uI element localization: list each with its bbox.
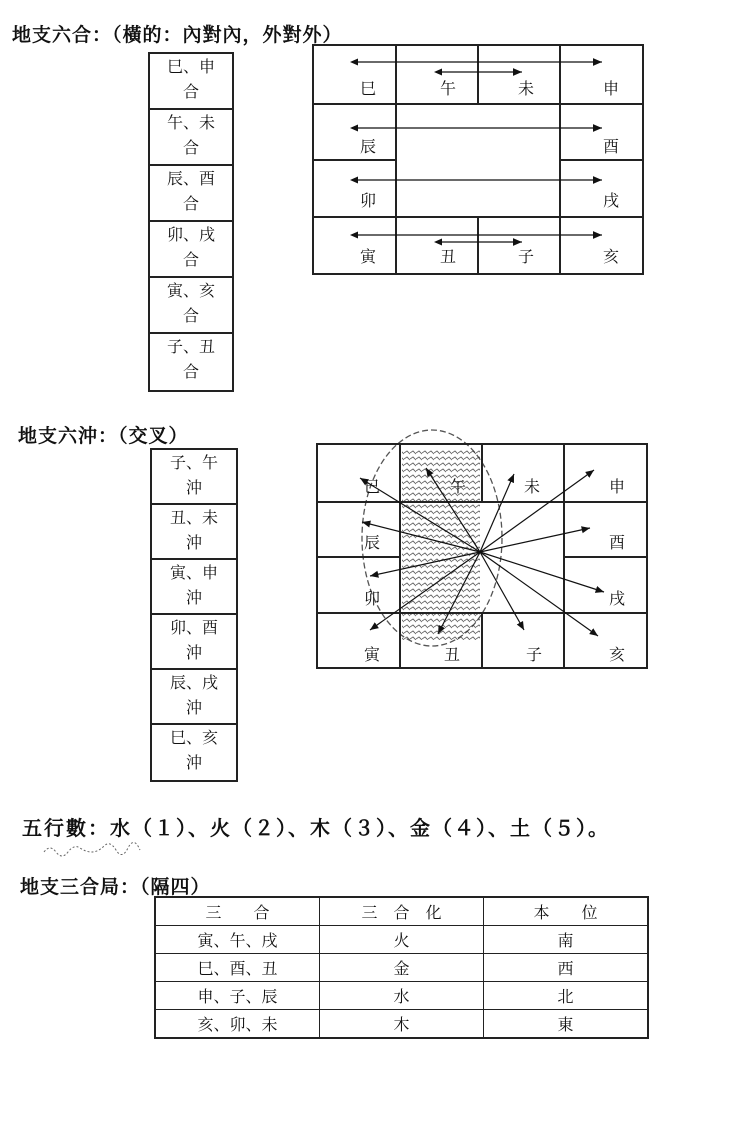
branch-label: 午 — [440, 79, 457, 98]
column-header: 本 位 — [483, 897, 648, 926]
column-header: 三 合 化 — [320, 897, 484, 926]
list-item: 子、午 沖 — [152, 450, 236, 505]
table-cell: 南 — [483, 926, 648, 954]
branch-label: 丑 — [440, 247, 457, 266]
table-cell: 亥、卯、未 — [155, 1010, 320, 1039]
branch-label: 辰 — [360, 137, 377, 156]
table-cell: 北 — [483, 982, 648, 1010]
list-item: 丑、未 沖 — [152, 505, 236, 560]
branch-label: 酉 — [609, 533, 626, 552]
list-item: 辰、酉 合 — [150, 166, 232, 222]
table-header-row — [155, 897, 648, 926]
section2-title: 地支六沖：（交叉） — [18, 425, 189, 447]
branch-label: 寅 — [360, 247, 377, 266]
list-item: 午、未 合 — [150, 110, 232, 166]
branch-label: 申 — [609, 477, 626, 496]
branch-label: 亥 — [609, 645, 626, 664]
table-cell: 巳、酉、丑 — [155, 954, 320, 982]
table-row — [155, 982, 648, 1010]
branch-label: 戌 — [603, 191, 620, 210]
list-item: 辰、戌 沖 — [152, 670, 236, 725]
branch-label: 丑 — [444, 645, 461, 664]
branch-label: 未 — [524, 477, 541, 496]
list-item: 卯、酉 沖 — [152, 615, 236, 670]
branch-label: 卯 — [360, 191, 377, 210]
branch-label: 巳 — [364, 477, 381, 496]
table-cell: 西 — [483, 954, 648, 982]
branch-label: 子 — [526, 645, 543, 664]
branch-label: 寅 — [364, 645, 381, 664]
section3-title: 地支三合局：（隔四） — [20, 876, 211, 898]
table-cell: 申、子、辰 — [155, 982, 320, 1010]
branch-label: 申 — [603, 79, 620, 98]
liuchong-list — [150, 448, 238, 782]
branch-label: 亥 — [603, 247, 620, 266]
branch-label: 子 — [518, 247, 535, 266]
table-cell: 金 — [320, 954, 484, 982]
branch-label: 戌 — [609, 589, 626, 608]
table-cell: 木 — [320, 1010, 484, 1039]
table-cell: 寅、午、戌 — [155, 926, 320, 954]
sanhe-table — [154, 896, 649, 1039]
liuchong-grid — [314, 420, 650, 672]
branch-label: 辰 — [364, 533, 381, 552]
liuhe-grid — [310, 42, 646, 278]
section1-title: 地支六合：（橫的：內對內，外對外） — [12, 24, 343, 46]
table-cell: 東 — [483, 1010, 648, 1039]
scribble-mark — [40, 838, 160, 860]
list-item: 寅、亥 合 — [150, 278, 232, 334]
table-cell: 水 — [320, 982, 484, 1010]
branch-label: 巳 — [360, 79, 377, 98]
branch-label: 卯 — [364, 589, 381, 608]
list-item: 卯、戌 合 — [150, 222, 232, 278]
table-row — [155, 1010, 648, 1039]
branch-label: 午 — [450, 477, 467, 496]
liuhe-list — [148, 52, 234, 392]
column-header: 三 合 — [155, 897, 320, 926]
branch-label: 酉 — [603, 137, 620, 156]
list-item: 寅、申 沖 — [152, 560, 236, 615]
table-cell: 火 — [320, 926, 484, 954]
list-item: 巳、亥 沖 — [169, 728, 218, 772]
branch-label: 未 — [518, 79, 535, 98]
list-item: 子、丑 合 — [166, 337, 215, 381]
table-row — [155, 954, 648, 982]
list-item: 巳、申 合 — [150, 54, 232, 110]
five-elements-line: 五行數：水（１）、火（２）、木（３）、金（４）、土（５）。 — [22, 816, 610, 840]
table-row — [155, 926, 648, 954]
